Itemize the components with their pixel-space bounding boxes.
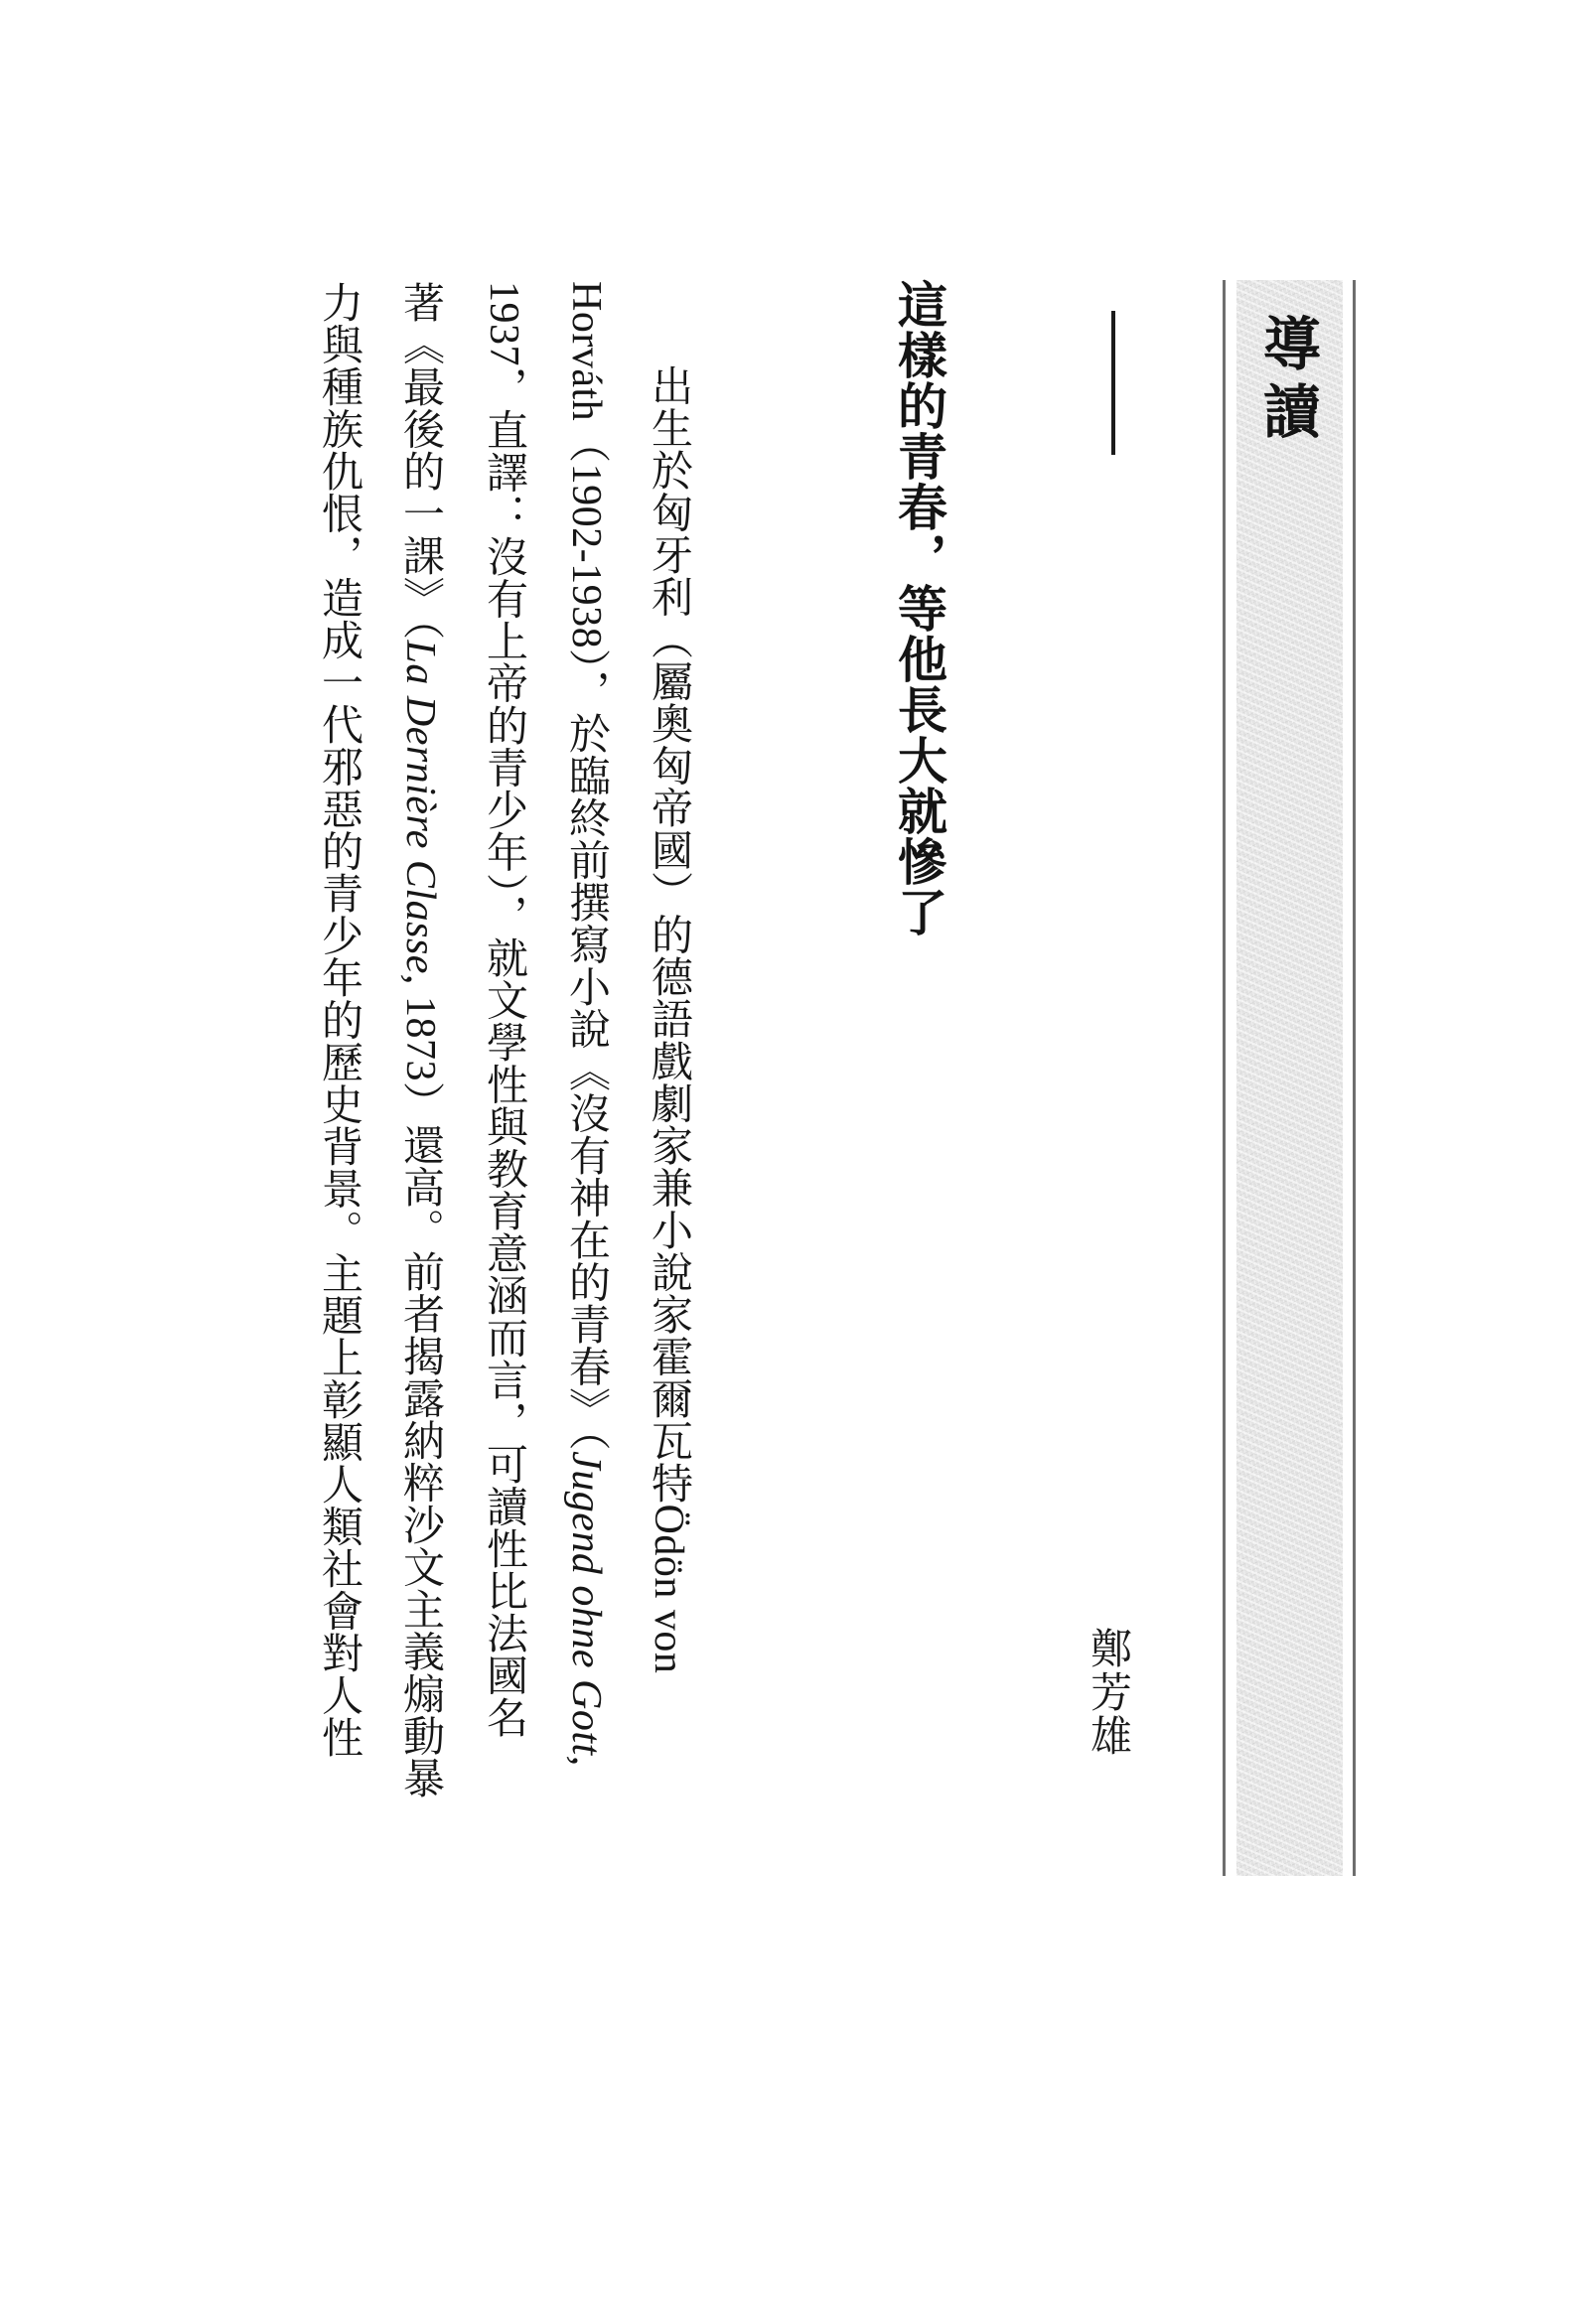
page-title: 這樣的青春，等他長大就慘了 (891, 279, 946, 937)
body-segment: Horváth（1902-1938），於臨終前撰寫小說《沒有神在的青春》（ (563, 281, 609, 1452)
body-segment: 力與種族仇恨，造成一代邪惡的青少年的歷史背景。主題上彰顯人類社會對人性 (316, 281, 362, 1759)
body-segment-italic: La Dernière Classe, (397, 640, 443, 985)
body-column (481, 281, 524, 1830)
body-segment: 出生於匈牙利（屬奧匈帝國）的德語戲劇家兼小說家霍爾瓦特Ödön von (646, 364, 691, 1674)
body-segment: 1937，直譯：沒有上帝的青少年），就文學性與教育意涵而言，可讀性比法國名 (481, 281, 526, 1739)
band-right-rule (1353, 280, 1356, 1876)
section-band (1236, 280, 1343, 1876)
section-label: 導讀 (1254, 314, 1319, 449)
body-segment-italic: Jugend ohne Gott, (563, 1451, 609, 1767)
body-column (563, 281, 607, 1830)
body-column (397, 281, 441, 1830)
body-segment: 著《最後的一課》（ (397, 281, 443, 641)
title-dash-rule (1111, 311, 1115, 455)
body-column (646, 281, 689, 1830)
body-column (316, 281, 360, 1830)
author-name: 鄭芳雄 (1085, 1627, 1130, 1758)
band-left-rule (1223, 280, 1226, 1876)
body-segment: 1873）還高。前者揭露納粹沙文主義煽動暴 (397, 984, 443, 1799)
